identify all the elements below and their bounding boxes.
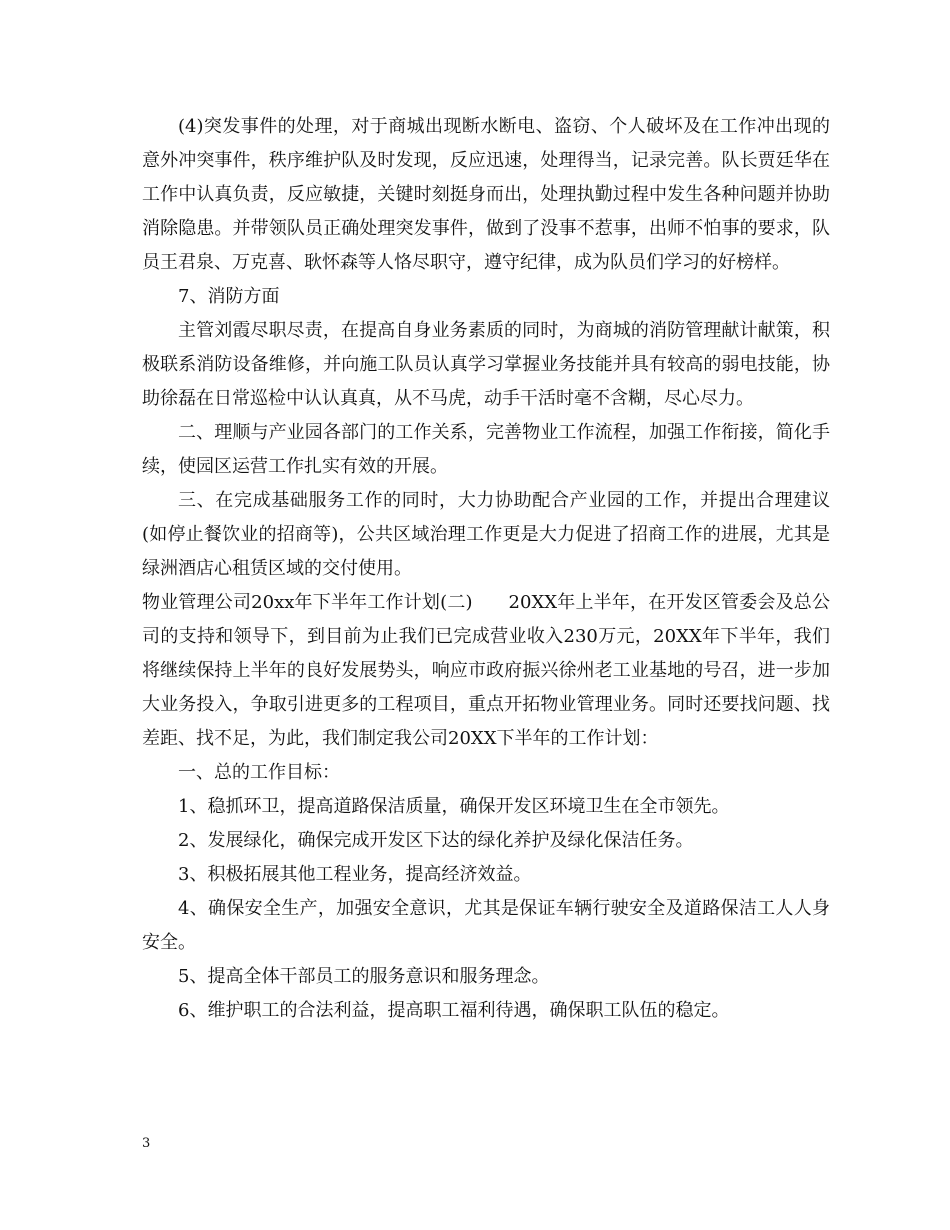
goal-item: 2、发展绿化，确保完成开发区下达的绿化养护及绿化保洁任务。	[178, 830, 694, 851]
goal-item: 5、提高全体干部员工的服务意识和服务理念。	[178, 966, 550, 987]
goal-item: 6、维护职工的合法利益，提高职工福利待遇，确保职工队伍的稳定。	[178, 1000, 730, 1021]
paragraph-work-plan-intro	[142, 586, 830, 756]
document-body	[142, 110, 830, 1028]
goal-item: 1、稳抓环卫，提高道路保洁质量，确保开发区环境卫生在全市领先。	[178, 796, 730, 817]
paragraph-emergency-handling: (4)突发事件的处理，对于商城出现断水断电、盗窃、个人破坏及在工作冲出现的意外冲突事件，秩序维护队及时发现，反应迅速，处理得当，记录完善。队长贾廷华在工作中认真负责，反应敏捷，关键时刻挺身而出，处理执勤过程中发生各种问题并协助消除隐患。并带领队员正确处理突发事件，做到了没事不惹事，出师不怕事的要求，队员王君泉、万克喜、耿怀森等人恪尽职守，遵守纪律，成为队员们学习的好榜样。	[142, 116, 830, 273]
page-number: 3	[142, 1136, 151, 1151]
work-plan-title: 物业管理公司20xx年下半年工作计划(二)	[142, 592, 473, 613]
paragraph-industrial-park-support: 三、在完成基础服务工作的同时，大力协助配合产业园的工作，并提出合理建议(如停止餐饮业的招商等)，公共区域治理工作更是大力促进了招商工作的进展，尤其是绿洲酒店心租赁区域的交付使用。	[142, 490, 830, 579]
goal-item: 3、积极拓展其他工程业务，提高经济效益。	[178, 864, 532, 885]
work-plan-body: 20XX年上半年，在开发区管委会及总公司的支持和领导下，到目前为止我们已完成营业收入230万元，20XX年下半年，我们将继续保持上半年的良好发展势头，响应市政府振兴徐州老工业基地的号召，进一步加大业务投入，争取引进更多的工程项目，重点开拓物业管理业务。同时还要找问题、找差距、找不足，为此，我们制定我公司20XX下半年的工作计划：	[142, 592, 830, 749]
paragraph-fire-details: 主管刘霞尽职尽责，在提高自身业务素质的同时，为商城的消防管理献计献策，积极联系消防设备维修，并向施工队员认真学习掌握业务技能并具有较高的弱电技能，协助徐磊在日常巡检中认认真真，从不马虎，动手干活时毫不含糊，尽心尽力。	[142, 320, 830, 409]
paragraph-fire-heading: 7、消防方面	[178, 286, 280, 307]
goal-item: 4、确保安全生产，加强安全意识，尤其是保证车辆行驶安全及道路保洁工人人身安全。	[142, 898, 830, 953]
goals-heading: 一、总的工作目标：	[178, 762, 340, 783]
paragraph-department-relations: 二、理顺与产业园各部门的工作关系，完善物业工作流程，加强工作衔接，简化手续，使园区运营工作扎实有效的开展。	[142, 422, 830, 477]
